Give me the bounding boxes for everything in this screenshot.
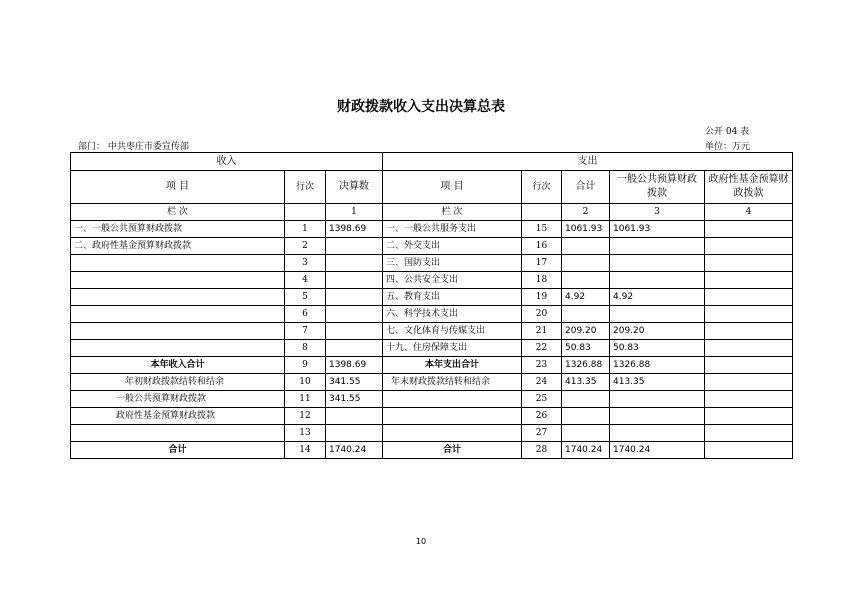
- cell-line-in: 10: [285, 374, 326, 391]
- cell-line-out: 22: [522, 340, 562, 357]
- cell-general: [610, 425, 705, 442]
- cell-amount-in: 1398.69: [326, 221, 383, 238]
- cell-amount-in: 1398.69: [326, 357, 383, 374]
- cell-general: [610, 272, 705, 289]
- cell-item-in: [71, 272, 285, 289]
- cell-fund: [705, 238, 793, 255]
- cell-fund: [705, 340, 793, 357]
- cell-line-in: 13: [285, 425, 326, 442]
- col-header-item-out: 项 目: [383, 171, 522, 204]
- cell-total: 4.92: [562, 289, 610, 306]
- cell-general: 209.20: [610, 323, 705, 340]
- cell-fund: [705, 255, 793, 272]
- table-row: [71, 306, 793, 323]
- cell-item-out: [383, 425, 522, 442]
- cell-line-in: 7: [285, 323, 326, 340]
- cell-line-in: 5: [285, 289, 326, 306]
- col-header-budget: 决算数: [326, 171, 383, 204]
- cell-total: [562, 391, 610, 408]
- cell-amount-in: [326, 323, 383, 340]
- cell-item-out: 年末财政拨款结转和结余: [383, 374, 522, 391]
- cell-fund: [705, 357, 793, 374]
- cell-general: 1061.93: [610, 221, 705, 238]
- cell-total: [562, 425, 610, 442]
- cell-line-in: 6: [285, 306, 326, 323]
- cell-item-out: 合计: [383, 442, 522, 459]
- table-row: [71, 272, 793, 289]
- cell-item-in: [71, 323, 285, 340]
- column-label-in: 栏 次: [71, 204, 285, 221]
- cell-line-in: 3: [285, 255, 326, 272]
- cell-fund: [705, 391, 793, 408]
- cell-item-out: 三、国防支出: [383, 255, 522, 272]
- cell-line-out: 16: [522, 238, 562, 255]
- column-number-4: 4: [705, 204, 793, 221]
- cell-fund: [705, 425, 793, 442]
- cell-item-in: 二、政府性基金预算财政拨款: [71, 238, 285, 255]
- cell-total: 50.83: [562, 340, 610, 357]
- cell-general: [610, 306, 705, 323]
- table-row: [71, 255, 793, 272]
- cell-total: [562, 408, 610, 425]
- cell-amount-in: [326, 289, 383, 306]
- cell-fund: [705, 272, 793, 289]
- table-row: [71, 408, 793, 425]
- cell-general: 1740.24: [610, 442, 705, 459]
- cell-line-out: 24: [522, 374, 562, 391]
- col-header-line-in: 行次: [285, 171, 326, 204]
- unit-label: 单位：万元: [705, 142, 751, 152]
- cell-line-out: 21: [522, 323, 562, 340]
- cell-item-out: 六、科学技术支出: [383, 306, 522, 323]
- cell-total: [562, 238, 610, 255]
- cell-item-out: [383, 408, 522, 425]
- column-label-out: 栏 次: [383, 204, 522, 221]
- col-header-line-out: 行次: [522, 171, 562, 204]
- table-row: [71, 238, 793, 255]
- cell-fund: [705, 408, 793, 425]
- page-number: 10: [415, 537, 427, 546]
- cell-line-out: 25: [522, 391, 562, 408]
- col-header-fund: 政府性基金预算财政拨款: [705, 171, 793, 204]
- cell-line-out: 18: [522, 272, 562, 289]
- table-row: [71, 221, 793, 238]
- cell-amount-in: [326, 408, 383, 425]
- cell-line-out: 19: [522, 289, 562, 306]
- table-row: [71, 323, 793, 340]
- cell-fund: [705, 442, 793, 459]
- table-row: [71, 442, 793, 459]
- cell-item-out: 十九、住房保障支出: [383, 340, 522, 357]
- expense-header: 支出: [383, 153, 793, 171]
- cell-item-out: 五、教育支出: [383, 289, 522, 306]
- cell-line-in: 12: [285, 408, 326, 425]
- cell-amount-in: 341.55: [326, 374, 383, 391]
- cell-line-out: 27: [522, 425, 562, 442]
- cell-item-in: [71, 289, 285, 306]
- cell-item-in: 本年收入合计: [71, 357, 285, 374]
- cell-line-in: 4: [285, 272, 326, 289]
- cell-general: [610, 255, 705, 272]
- cell-line-in: 9: [285, 357, 326, 374]
- cell-general: 4.92: [610, 289, 705, 306]
- cell-item-out: 七、文化体育与传媒支出: [383, 323, 522, 340]
- cell-line-in: 2: [285, 238, 326, 255]
- cell-amount-in: [326, 238, 383, 255]
- col-header-item-in: 项 目: [71, 171, 285, 204]
- table-row: [71, 391, 793, 408]
- table-row: [71, 374, 793, 391]
- column-number-2: 2: [562, 204, 610, 221]
- cell-line-in: 14: [285, 442, 326, 459]
- column-number-3: 3: [610, 204, 705, 221]
- cell-item-in: [71, 255, 285, 272]
- cell-fund: [705, 289, 793, 306]
- cell-total: [562, 272, 610, 289]
- cell-total: 1326.88: [562, 357, 610, 374]
- cell-item-in: [71, 306, 285, 323]
- table-row: [71, 289, 793, 306]
- cell-fund: [705, 323, 793, 340]
- cell-item-in: [71, 425, 285, 442]
- cell-general: [610, 391, 705, 408]
- table-row: [71, 357, 793, 374]
- cell-line-out: 17: [522, 255, 562, 272]
- cell-amount-in: [326, 306, 383, 323]
- col-header-total: 合计: [562, 171, 610, 204]
- cell-item-out: 本年支出合计: [383, 357, 522, 374]
- cell-item-in: 年初财政拨款结转和结余: [71, 374, 285, 391]
- col-header-general: 一般公共预算财政拨款: [610, 171, 705, 204]
- cell-general: 1326.88: [610, 357, 705, 374]
- cell-fund: [705, 221, 793, 238]
- cell-total: [562, 306, 610, 323]
- cell-total: 1061.93: [562, 221, 610, 238]
- cell-general: [610, 408, 705, 425]
- cell-item-in: [71, 340, 285, 357]
- cell-amount-in: [326, 340, 383, 357]
- cell-item-out: 一、一般公共服务支出: [383, 221, 522, 238]
- cell-line-in: 1: [285, 221, 326, 238]
- cell-total: [562, 255, 610, 272]
- cell-amount-in: [326, 255, 383, 272]
- table-row: [71, 425, 793, 442]
- cell-total: 413.35: [562, 374, 610, 391]
- column-blank-in: [285, 204, 326, 221]
- cell-amount-in: 341.55: [326, 391, 383, 408]
- cell-line-in: 11: [285, 391, 326, 408]
- cell-amount-in: 1740.24: [326, 442, 383, 459]
- cell-line-out: 23: [522, 357, 562, 374]
- cell-general: 50.83: [610, 340, 705, 357]
- cell-total: 209.20: [562, 323, 610, 340]
- cell-amount-in: [326, 425, 383, 442]
- cell-line-out: 15: [522, 221, 562, 238]
- cell-line-out: 20: [522, 306, 562, 323]
- cell-general: 413.35: [610, 374, 705, 391]
- cell-item-in: 合计: [71, 442, 285, 459]
- column-blank-out: [522, 204, 562, 221]
- cell-fund: [705, 306, 793, 323]
- income-header: 收入: [71, 153, 383, 171]
- cell-general: [610, 238, 705, 255]
- cell-item-in: 一般公共预算财政拨款: [71, 391, 285, 408]
- column-number-1: 1: [326, 204, 383, 221]
- cell-amount-in: [326, 272, 383, 289]
- cell-fund: [705, 374, 793, 391]
- cell-line-out: 26: [522, 408, 562, 425]
- page-title: 财政拨款收入支出决算总表: [337, 99, 505, 115]
- cell-item-in: 政府性基金预算财政拨款: [71, 408, 285, 425]
- cell-total: 1740.24: [562, 442, 610, 459]
- department-label: 部门： 中共枣庄市委宣传部: [78, 142, 189, 152]
- form-number: 公开 04 表: [705, 127, 750, 137]
- budget-table: [70, 152, 792, 459]
- cell-item-out: 二、外交支出: [383, 238, 522, 255]
- cell-line-in: 8: [285, 340, 326, 357]
- cell-item-out: 四、公共安全支出: [383, 272, 522, 289]
- cell-item-in: 一、一般公共预算财政拨款: [71, 221, 285, 238]
- cell-item-out: [383, 391, 522, 408]
- table-row: [71, 340, 793, 357]
- cell-line-out: 28: [522, 442, 562, 459]
